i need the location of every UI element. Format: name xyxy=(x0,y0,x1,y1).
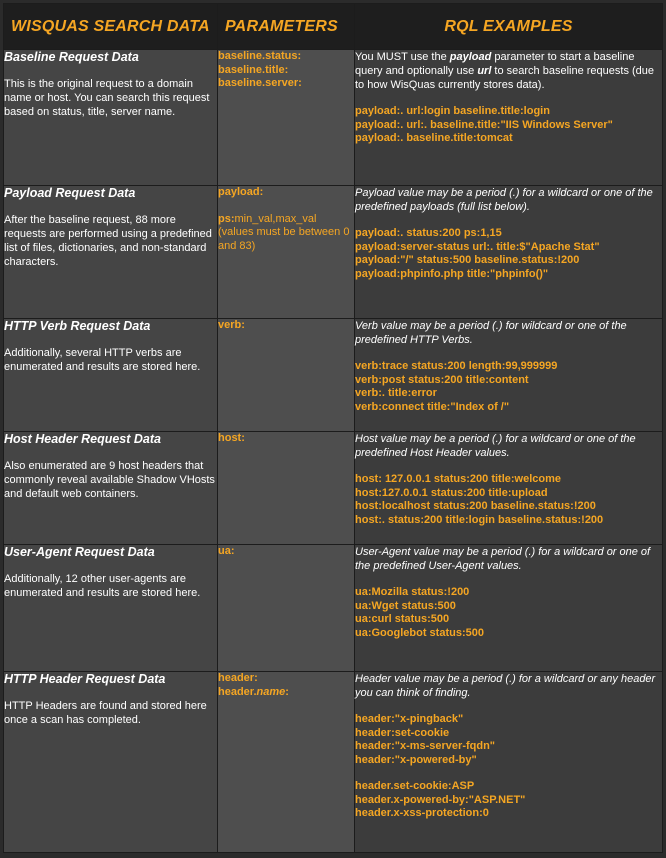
rql-example: ua:Googlebot status:500 xyxy=(355,626,484,639)
rql-examples-cell xyxy=(355,432,663,545)
rql-example: header:"x-pingback" xyxy=(355,713,464,725)
rql-example: verb:. title:error xyxy=(355,387,437,399)
rql-example: verb:post status:200 title:content xyxy=(355,373,529,386)
search-data-cell xyxy=(4,672,218,853)
rql-example: header:"x-ms-server-fqdn" xyxy=(355,740,496,752)
table-row xyxy=(4,319,663,432)
search-data-cell xyxy=(4,186,218,319)
rql-example: ua:curl status:500 xyxy=(355,613,450,625)
rql-example: host:localhost status:200 baseline.status:!200 xyxy=(355,500,596,512)
rql-example: payload:. status:200 ps:1,15 xyxy=(355,227,502,239)
table-row xyxy=(4,545,663,672)
parameter: baseline.title: xyxy=(218,63,289,76)
search-data-cell xyxy=(4,319,218,432)
parameters-cell xyxy=(218,545,355,672)
section-description: After the baseline request, 88 more requests are performed using a predefined list of files, dictionaries, and non-standard characters. xyxy=(4,214,212,268)
example-list xyxy=(355,780,662,821)
example-list xyxy=(355,713,662,767)
rql-example: host:. status:200 title:login baseline.status:!200 xyxy=(355,513,604,526)
section-title: User-Agent Request Data xyxy=(4,545,155,559)
parameter: baseline.server: xyxy=(218,77,302,89)
parameter: baseline.status: xyxy=(218,50,302,62)
rql-example: host: 127.0.0.1 status:200 title:welcome xyxy=(355,473,562,485)
section-description: This is the original request to a domain name or host. You can search this request based on status, title, server name. xyxy=(4,78,210,118)
rql-description: Payload value may be a period (.) for a wildcard or one of the predefined payloads (full list below). xyxy=(355,187,653,213)
rql-example: verb:connect title:"Index of /" xyxy=(355,400,510,413)
parameter: verb: xyxy=(218,319,245,331)
section-description: Also enumerated are 9 host headers that commonly reveal available Shadow VHosts and default web containers. xyxy=(4,460,215,500)
parameters-cell xyxy=(218,319,355,432)
parameter: payload: xyxy=(218,186,264,198)
rql-example: payload:phpinfo.php title:"phpinfo()" xyxy=(355,267,549,280)
search-data-cell xyxy=(4,50,218,186)
rql-example: host:127.0.0.1 status:200 title:upload xyxy=(355,486,548,499)
column-header-parameters: PARAMETERS xyxy=(218,4,355,50)
rql-description: Header value may be a period (.) for a wildcard or any header you can think of finding. xyxy=(355,673,656,699)
section-title: HTTP Header Request Data xyxy=(4,672,166,686)
rql-example: header:"x-powered-by" xyxy=(355,753,477,766)
rql-description: Verb value may be a period (.) for wildcard or one of the predefined HTTP Verbs. xyxy=(355,320,627,346)
column-header-search-data: WISQUAS SEARCH DATA xyxy=(4,4,218,50)
parameter: ua: xyxy=(218,545,235,557)
example-list xyxy=(355,227,662,281)
example-list xyxy=(355,360,662,414)
parameter-header-name: header.name: xyxy=(218,685,289,698)
rql-description: User-Agent value may be a period (.) for a wildcard or one of the predefined User-Agent values. xyxy=(355,546,651,572)
table-row xyxy=(4,432,663,545)
rql-example: payload:. url:. baseline.title:"IIS Windows Server" xyxy=(355,118,613,131)
rql-examples-cell xyxy=(355,545,663,672)
rql-example: header.x-powered-by:"ASP.NET" xyxy=(355,793,526,806)
rql-examples-cell xyxy=(355,50,663,186)
search-data-cell xyxy=(4,545,218,672)
rql-examples-cell xyxy=(355,186,663,319)
section-description: Additionally, 12 other user-agents are enumerated and results are stored here. xyxy=(4,573,201,599)
section-title: Payload Request Data xyxy=(4,186,136,200)
column-header-rql-examples: RQL EXAMPLES xyxy=(355,4,663,50)
example-list xyxy=(355,105,662,146)
rql-example: header.set-cookie:ASP xyxy=(355,780,475,792)
example-list xyxy=(355,586,662,640)
header-row xyxy=(4,4,663,50)
section-description: Additionally, several HTTP verbs are enumerated and results are stored here. xyxy=(4,347,201,373)
section-title: Baseline Request Data xyxy=(4,50,139,64)
rql-description: You MUST use the payload parameter to start a baseline query and optionally use url to search baseline requests (due to how WisQuas currently stores data). xyxy=(355,51,655,91)
example-list xyxy=(355,473,662,527)
parameters-cell xyxy=(218,50,355,186)
rql-example: payload:. baseline.title:tomcat xyxy=(355,132,513,144)
rql-example: payload:. url:login baseline.title:login xyxy=(355,105,550,117)
table-row xyxy=(4,672,663,853)
rql-example: header:set-cookie xyxy=(355,726,450,739)
parameters-cell xyxy=(218,432,355,545)
rql-examples-cell xyxy=(355,319,663,432)
table-row xyxy=(4,50,663,186)
search-data-cell xyxy=(4,432,218,545)
parameter: header: xyxy=(218,672,258,684)
parameters-cell xyxy=(218,186,355,319)
rql-description: Host value may be a period (.) for a wildcard or one of the predefined Host Header values. xyxy=(355,433,636,459)
rql-example: ua:Wget status:500 xyxy=(355,599,456,612)
section-description: HTTP Headers are found and stored here once a scan has completed. xyxy=(4,700,207,726)
rql-example: payload:server-status url:. title:$"Apache Stat" xyxy=(355,240,600,253)
parameter-note: (values must be between 0 and 83) xyxy=(218,226,350,252)
section-title: Host Header Request Data xyxy=(4,432,161,446)
rql-example: verb:trace status:200 length:99,999999 xyxy=(355,360,558,372)
section-title: HTTP Verb Request Data xyxy=(4,319,151,333)
parameter: host: xyxy=(218,432,245,444)
rql-example: ua:Mozilla status:!200 xyxy=(355,586,470,598)
table-row xyxy=(4,186,663,319)
search-data-table xyxy=(3,3,663,853)
parameter-ps: ps:min_val,max_val xyxy=(218,212,317,225)
rql-example: header.x-xss-protection:0 xyxy=(355,807,489,819)
parameters-cell xyxy=(218,672,355,853)
rql-examples-cell xyxy=(355,672,663,853)
rql-example: payload:"/" status:500 baseline.status:!200 xyxy=(355,254,580,266)
